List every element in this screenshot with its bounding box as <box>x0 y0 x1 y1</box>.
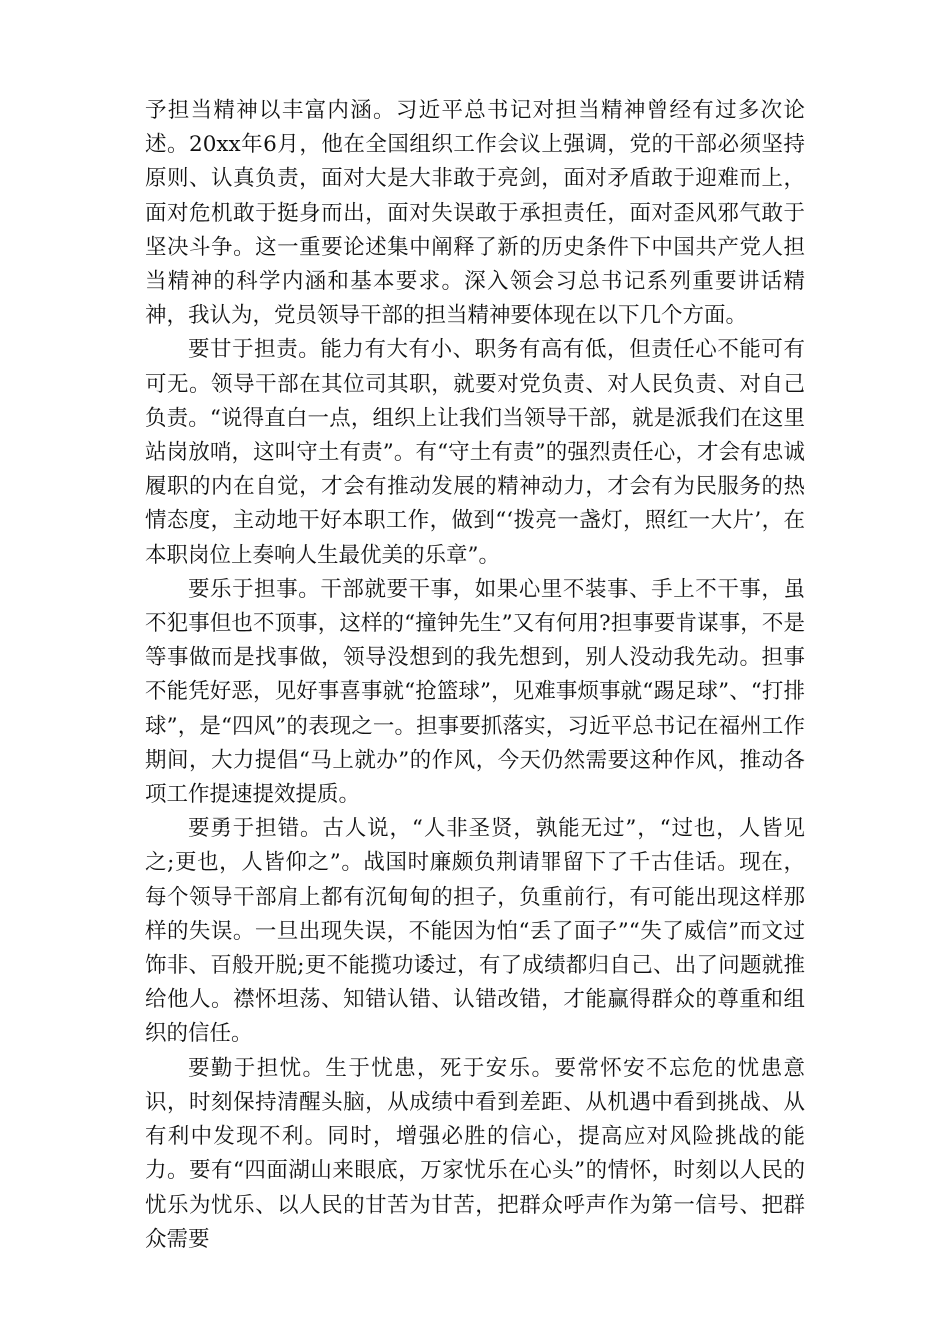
paragraph-undertaking: 要乐于担事。干部就要干事，如果心里不装事、手上不干事，虽不犯事但也不顶事，这样的“撞钟先生”又有何用?担事要肯谋事，不是等事做而是找事做，领导没想到的我先想到，别人没动我先动。担事不能凭好恶，见好事喜事就“抢篮球”，见难事烦事就“踢足球”、“打排球”，是“四风”的表现之一。担事要抓落实，习近平总书记在福州工作期间，大力提倡“马上就办”的作风，今天仍然需要这种作风，推动各项工作提速提效提质。 <box>145 576 805 808</box>
paragraph-intro: 予担当精神以丰富内涵。习近平总书记对担当精神曾经有过多次论述。20xx年6月，他在全国组织工作会议上强调，党的干部必须坚持原则、认真负责，面对大是大非敢于亮剑，面对矛盾敢于迎难而上，面对危机敢于挺身而出，面对失误敢于承担责任，面对歪风邪气敢于坚决斗争。这一重要论述集中阐释了新的历史条件下中国共产党人担当精神的科学内涵和基本要求。深入领会习总书记系列重要讲话精神，我认为，党员领导干部的担当精神要体现在以下几个方面。 <box>145 98 805 329</box>
paragraph-responsibility: 要甘于担责。能力有大有小、职务有高有低，但责任心不能可有可无。领导干部在其位司其职，就要对党负责、对人民负责、对自己负责。“说得直白一点，组织上让我们当领导干部，就是派我们在这里站岗放哨，这叫守土有责”。有“守土有责”的强烈责任心，才会有忠诚履职的内在自觉，才会有推动发展的精神动力，才会有为民服务的热情态度，主动地干好本职工作，做到“‘拨亮一盏灯，照红一大片’，在本职岗位上奏响人生最优美的乐章”。 <box>145 337 805 568</box>
paragraph-worries: 要勤于担忧。生于忧患，死于安乐。要常怀安不忘危的忧患意识，时刻保持清醒头脑，从成绩中看到差距、从机遇中看到挑战、从有利中发现不利。同时，增强必胜的信心，提高应对风险挑战的能力。要有“四面湖山来眼底，万家忧乐在心头”的情怀，时刻以人民的忧乐为忧乐、以人民的甘苦为甘苦，把群众呼声作为第一信号、把群众需要 <box>145 1055 805 1252</box>
document-page <box>145 94 805 1257</box>
paragraph-mistakes: 要勇于担错。古人说，“人非圣贤，孰能无过”，“过也，人皆见之;更也，人皆仰之”。战国时廉颇负荆请罪留下了千古佳话。现在，每个领导干部肩上都有沉甸甸的担子，负重前行，有可能出现这样那样的失误。一旦出现失误，不能因为怕“丢了面子”“失了威信”而文过饰非、百般开脱;更不能揽功诿过，有了成绩都归自己、出了问题就推给他人。襟怀坦荡、知错认错、认错改错，才能赢得群众的尊重和组织的信任。 <box>145 816 805 1047</box>
